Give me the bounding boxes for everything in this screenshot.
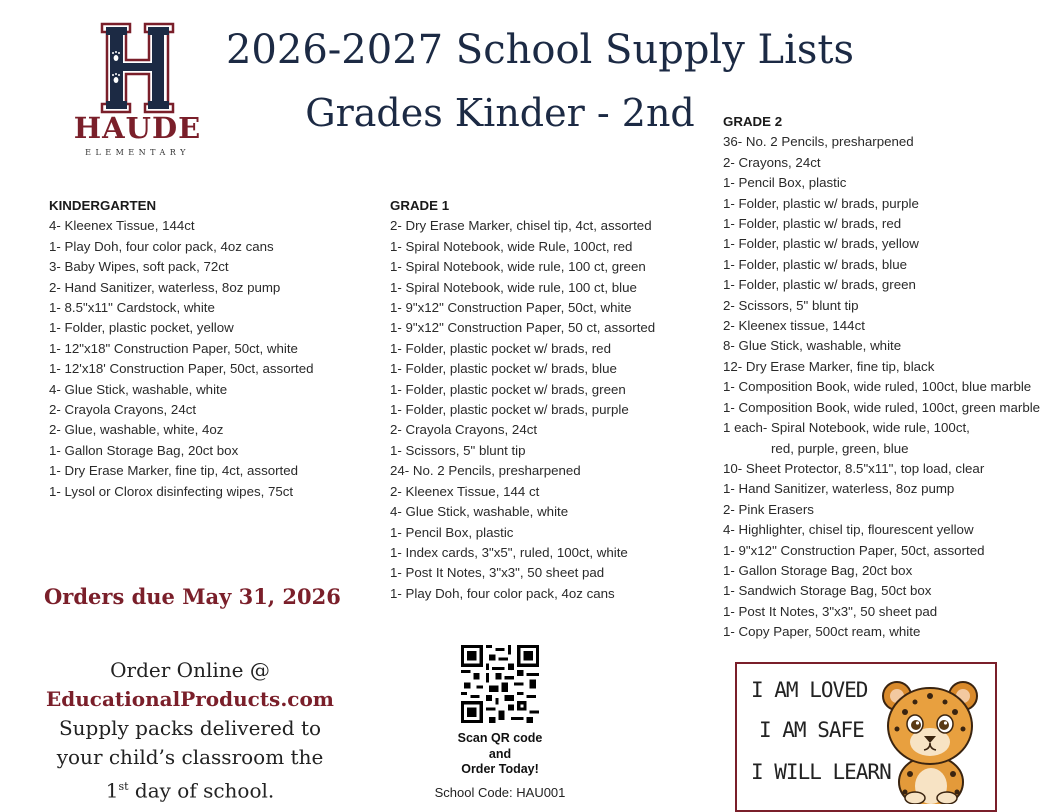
orders-due-notice: Orders due May 31, 2026	[44, 584, 341, 609]
day-number: 1	[105, 778, 119, 803]
list-item: 4- Glue Stick, washable, white	[49, 381, 228, 397]
list-item: 4- Glue Stick, washable, white	[390, 504, 569, 520]
day-ordinal: st	[118, 780, 129, 793]
list-item: 1- Folder, plastic w/ brads, blue	[723, 256, 908, 272]
list-item: 1- Spiral Notebook, wide Rule, 100ct, red	[390, 238, 633, 254]
qr-line-2: and	[488, 746, 512, 761]
kindergarten-heading: KINDERGARTEN	[49, 198, 157, 213]
list-item: 1- Folder, plastic pocket, yellow	[49, 320, 234, 336]
list-item: 1- Folder, plastic pocket w/ brads, red	[390, 340, 611, 356]
list-item: 1- Composition Book, wide ruled, 100ct, blue marble	[723, 379, 1032, 395]
grade2-heading: GRADE 2	[723, 114, 783, 129]
list-item: 1- Folder, plastic w/ brads, red	[723, 216, 902, 232]
list-item: 1- Play Doh, four color pack, 4oz cans	[390, 585, 615, 601]
delivery-line-3	[40, 772, 340, 806]
list-item: 1- Composition Book, wide ruled, 100ct, green marble	[723, 399, 1041, 415]
list-item: 1- 12"x18" Construction Paper, 50ct, white	[49, 340, 298, 356]
list-item: 10- Sheet Protector, 8.5"x11", top load, clear	[723, 460, 985, 476]
affirmation-learn: I WILL LEARN	[751, 760, 891, 784]
list-item: 4- Highlighter, chisel tip, flourescent yellow	[723, 522, 974, 538]
qr-code-icon[interactable]	[461, 645, 539, 723]
list-item: 1- 9"x12" Construction Paper, 50 ct, assorted	[390, 320, 656, 336]
list-item: 1- 8.5"x11" Cardstock, white	[49, 300, 215, 316]
haude-logo	[70, 22, 205, 162]
list-item: 2- Glue, washable, white, 4oz	[49, 422, 224, 438]
list-item: 2- Scissors, 5" blunt tip	[723, 297, 859, 313]
qr-line-1: Scan QR code	[457, 731, 543, 745]
page-subtitle: Grades Kinder - 2nd	[305, 91, 695, 135]
leopard-cub-icon	[875, 674, 987, 804]
list-item: 1- Sandwich Storage Bag, 50ct box	[723, 583, 932, 599]
grade1-list	[390, 196, 710, 604]
list-item: 1 each- Spiral Notebook, wide rule, 100ct,	[723, 420, 970, 436]
school-code: School Code: HAU001	[434, 785, 566, 800]
logo-name: HAUDE	[73, 111, 202, 145]
list-item: 24- No. 2 Pencils, presharpened	[390, 463, 581, 479]
list-item: 2- Kleenex Tissue, 144 ct	[390, 483, 540, 499]
list-item: 8- Glue Stick, washable, white	[723, 338, 902, 354]
list-item: 1- Gallon Storage Bag, 20ct box	[49, 442, 239, 458]
list-item: 2- Kleenex tissue, 144ct	[723, 318, 865, 334]
list-item: 2- Pink Erasers	[723, 501, 814, 517]
list-item: 1- Play Doh, four color pack, 4oz cans	[49, 238, 274, 254]
affirmation-safe: I AM SAFE	[759, 718, 864, 742]
list-item: 1- Copy Paper, 500ct ream, white	[723, 624, 921, 640]
affirmation-loved: I AM LOVED	[751, 678, 868, 702]
logo-subtitle: ELEMENTARY	[85, 148, 190, 157]
list-item: 1- Spiral Notebook, wide rule, 100 ct, blue	[390, 279, 637, 295]
list-item: 1- Gallon Storage Bag, 20ct box	[723, 562, 913, 578]
list-item: 1- Folder, plastic w/ brads, purple	[723, 195, 919, 211]
list-item: 3- Baby Wipes, soft pack, 72ct	[49, 259, 229, 275]
list-item-continued: red, purple, green, blue	[771, 440, 909, 456]
delivery-line-2: your child’s classroom the	[56, 745, 324, 769]
list-item: 1- Scissors, 5" blunt tip	[390, 442, 526, 458]
order-online-block	[40, 656, 340, 806]
list-item: 2- Hand Sanitizer, waterless, 8oz pump	[49, 279, 281, 295]
website-link[interactable]: EducationalProducts.com	[46, 687, 334, 711]
list-item: 1- Pencil Box, plastic	[390, 524, 514, 540]
kindergarten-list	[49, 196, 349, 502]
list-item: 1- Index cards, 3"x5", ruled, 100ct, white	[390, 544, 628, 560]
list-item: 1- Post It Notes, 3"x3", 50 sheet pad	[723, 603, 938, 619]
affirmation-box	[735, 662, 997, 812]
list-item: 1- Folder, plastic w/ brads, green	[723, 277, 916, 293]
list-item: 2- Crayons, 24ct	[723, 154, 821, 170]
list-item: 1- Folder, plastic pocket w/ brads, purple	[390, 402, 629, 418]
list-item: 1- Folder, plastic pocket w/ brads, green	[390, 381, 626, 397]
list-item: 1- 12'x18' Construction Paper, 50ct, assorted	[49, 361, 314, 377]
list-item: 4- Kleenex Tissue, 144ct	[49, 218, 195, 234]
list-item: 2- Dry Erase Marker, chisel tip, 4ct, assorted	[390, 218, 652, 234]
list-item: 1- Spiral Notebook, wide rule, 100 ct, green	[390, 259, 646, 275]
qr-instructions	[420, 731, 580, 778]
order-online-label: Order Online @	[110, 658, 270, 682]
list-item: 2- Crayola Crayons, 24ct	[49, 402, 197, 418]
delivery-line-1: Supply packs delivered to	[58, 716, 322, 740]
grade1-heading: GRADE 1	[390, 198, 450, 213]
list-item: 1- Folder, plastic w/ brads, yellow	[723, 236, 919, 252]
list-item: 36- No. 2 Pencils, presharpened	[723, 134, 914, 150]
haude-h-logo-icon	[100, 22, 175, 114]
list-item: 1- Hand Sanitizer, waterless, 8oz pump	[723, 481, 955, 497]
list-item: 1- Pencil Box, plastic	[723, 175, 847, 191]
grade2-list	[723, 112, 1045, 643]
list-item: 1- 9"x12" Construction Paper, 50ct, white	[390, 300, 632, 316]
list-item: 1- Folder, plastic pocket w/ brads, blue	[390, 361, 617, 377]
list-item: 1- 9"x12" Construction Paper, 50ct, assorted	[723, 542, 985, 558]
list-item: 1- Dry Erase Marker, fine tip, 4ct, assorted	[49, 463, 299, 479]
qr-line-3: Order Today!	[461, 762, 539, 776]
list-item: 2- Crayola Crayons, 24ct	[390, 422, 538, 438]
list-item: 1- Post It Notes, 3"x3", 50 sheet pad	[390, 565, 605, 581]
page-title: 2026-2027 School Supply Lists	[225, 27, 855, 73]
list-item: 12- Dry Erase Marker, fine tip, black	[723, 358, 935, 374]
day-text: day of school.	[128, 778, 275, 803]
list-item: 1- Lysol or Clorox disinfecting wipes, 75ct	[49, 483, 294, 499]
